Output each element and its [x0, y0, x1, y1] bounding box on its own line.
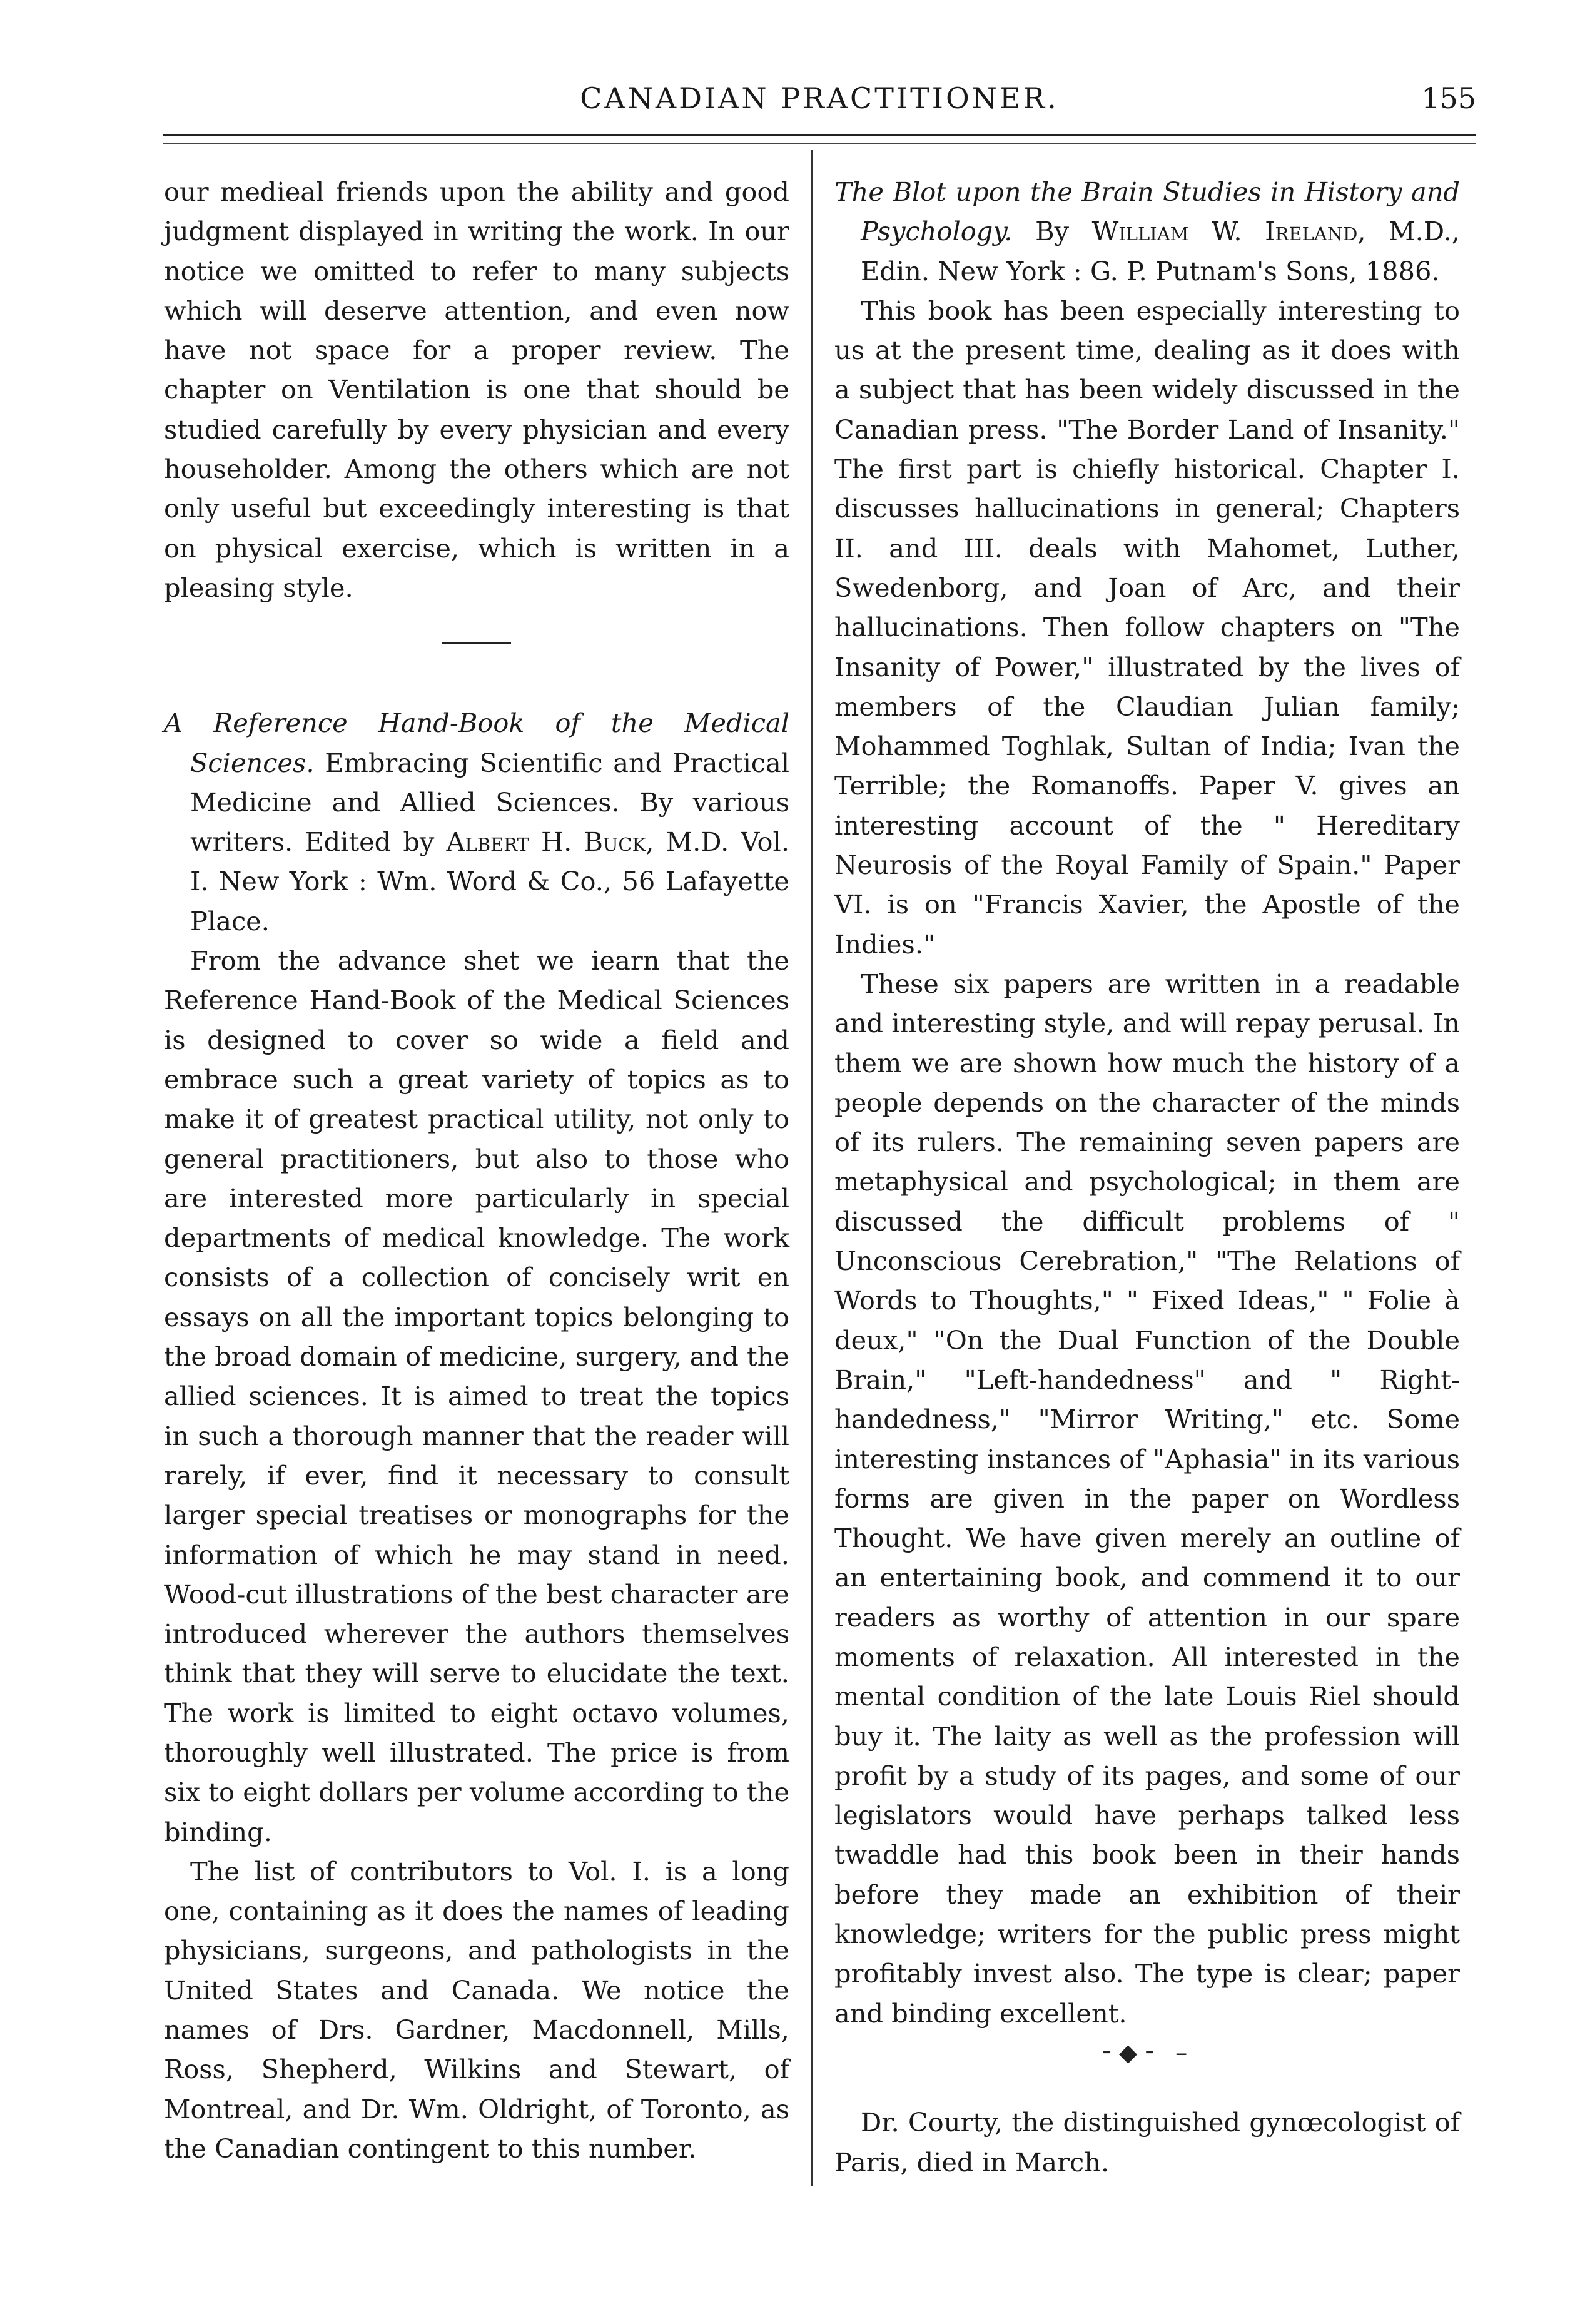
- page-number: 155: [1421, 81, 1476, 115]
- left-paragraph-3: The list of contributors to Vol. I. is a long one, containing as it does the names of leading physicians, surgeons, and pathologists in the United States and Canada. We notice the names of Drs. Gardner, Macdonnell, Mills, Ross, Shepherd, Wilkins and Stewart, of Montreal, and Dr. Wm. Oldright, of Toronto, as the Canadian contingent to this number.: [164, 1855, 789, 2164]
- right-citation-part-2: , M.D., Edin. New York : G. P. Putnam's Sons, 1886.: [861, 216, 1460, 287]
- left-citation-part-1: Embracing Scientific and Practical Medicine and Allied Sciences. By various writers. Edited by: [190, 747, 789, 858]
- right-column: [834, 172, 1460, 2182]
- column-divider: [811, 150, 813, 2186]
- section-ornament: ⁃◆⁃ –: [1100, 2038, 1194, 2066]
- right-review-citation: [834, 172, 1460, 291]
- left-paragraph-2: From the advance shet we iearn that the Reference Hand-Book of the Medical Sciences is designed to cover so wide a field and embrace such a great variety of topics as to make it of greatest practical utility, not only to general practitioners, but also to those who are interested more particularly in special departments of medical knowledge. The work consists of a collection of concisely writ en essays on all the important topics belonging to the broad domain of medicine, surgery, and the allied sciences. It is aimed to treat the topics in such a thorough manner that the reader will rarely, if ever, find it necessary to consult larger special treatises or monographs for the information of which he may stand in need. Wood-cut illustrations of the best character are introduced wherever the authors themselves think that they will serve to elucidate the text. The work is limited to eight octavo volumes, thoroughly well illustrated. The price is from six to eight dollars per volume according to the binding.: [164, 945, 789, 1847]
- left-paragraph-1: our medieal friends upon the ability and good judgment displayed in writing the work. In our notice we omitted to refer to many subjects which will deserve attention, and even now have not space for a proper review. The chapter on Ventilation is one that should be studied carefully by every physician and every householder. Among the others which are not only useful but exceedingly interesting is that on physical exercise, which is written in a pleasing style.: [164, 176, 789, 603]
- left-citation-part-2: , M.D. Vol. I. New York : Wm. Word & Co., 56 Lafayette Place.: [190, 826, 790, 936]
- left-review-citation: [164, 703, 789, 941]
- left-review-title: A Reference Hand-Book of the Medical Sciences.: [164, 708, 789, 778]
- running-head: [163, 81, 1476, 119]
- right-paragraph-3: Dr. Courty, the distinguished gynœcologist of Paris, died in March.: [834, 2107, 1460, 2178]
- right-paragraph-1: This book has been especially interesting to us at the present time, dealing as it does with a subject that has been widely discussed in the Canadian press. "The Border Land of Insanity." The first part is chiefly historical. Chapter I. discusses hallucinations in general; Chapters II. and III. deals with Mahomet, Luther, Swedenborg, and Joan of Arc, and their hallucinations. Then follow chapters on "The Insanity of Power," illustrated by the lives of members of the Claudian Julian family; Mohammed Toghlak, Sultan of India; Ivan the Terrible; the Romanoffs. Paper V. gives an interesting account of the " Hereditary Neurosis of the Royal Family of Spain." Paper VI. is on "Francis Xavier, the Apostle of the Indies.": [834, 295, 1460, 960]
- header-rule: [163, 134, 1476, 136]
- header-rule-secondary: [163, 143, 1476, 144]
- right-citation-part-1: By: [1012, 216, 1092, 247]
- left-review-author: Albert H. Buck: [446, 826, 646, 858]
- right-paragraph-2: These six papers are written in a readable and interesting style, and will repay perusal. In them we are shown how much the history of a people depends on the character of the minds of its rulers. The remaining seven papers are metaphysical and psychological; in them are discussed the difficult problems of " Unconscious Cerebration," "The Relations of Words to Thoughts," " Fixed Ideas," " Folie à deux," "On the Dual Function of the Double Brain," "Left-handedness" and " Right-handedness," "Mirror Writing," etc. Some interesting instances of "Aphasia" in its various forms are given in the paper on Wordless Thought. We have given merely an outline of an entertaining book, and commend it to our readers as worthy of attention in our spare moments of relaxation. All interested in the mental condition of the late Louis Riel should buy it. The laity as well as the profession will profit by a study of its pages, and some of our legislators would have perhaps talked less twaddle had this book been in their hands before they made an exhibition of their knowledge; writers for the public press might profitably invest also. The type is clear; paper and binding excellent.: [834, 968, 1460, 2029]
- left-column: [164, 172, 789, 2168]
- running-title: CANADIAN PRACTITIONER.: [580, 81, 1059, 115]
- section-separator-rule: [442, 642, 511, 644]
- right-review-author: William W. Ireland: [1091, 216, 1358, 247]
- right-review-title: The Blot upon the Brain Studies in History and Psychology.: [834, 176, 1460, 247]
